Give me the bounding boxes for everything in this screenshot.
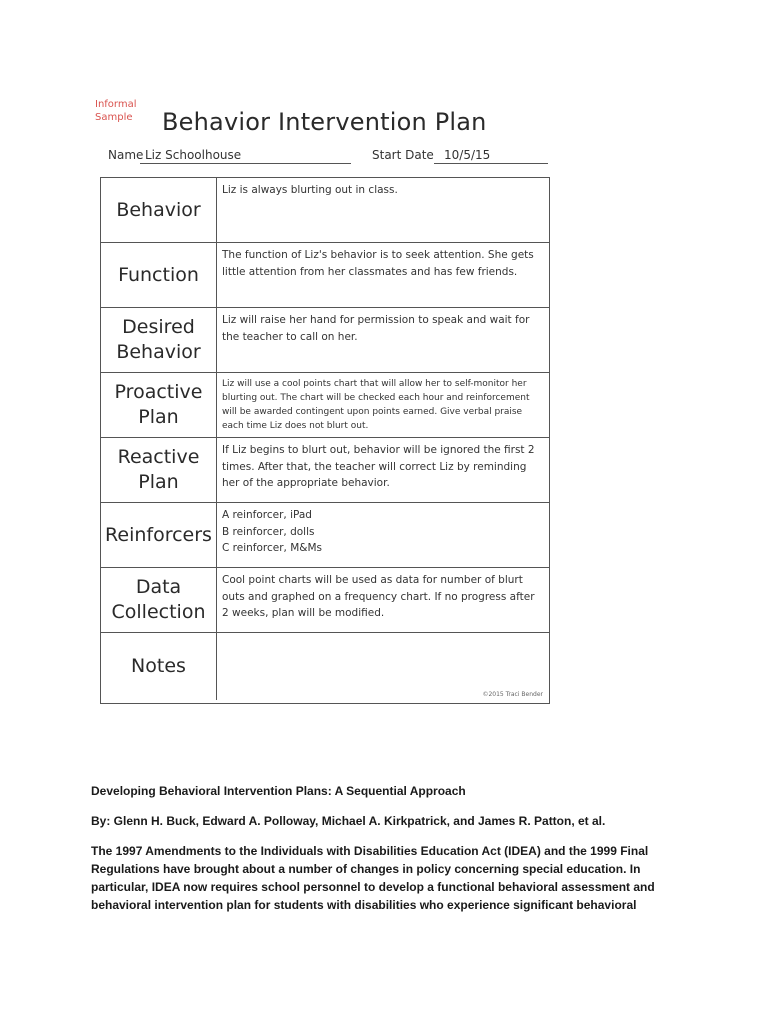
document-text (91, 782, 691, 914)
document-heading: Developing Behavioral Intervention Plans: A Sequential Approach (91, 784, 466, 798)
row-content-function: The function of Liz's behavior is to seek attention. She gets little attention from her classmates and has few friends. (222, 249, 534, 278)
table-row (101, 373, 549, 438)
start-date-value: 10/5/15 (434, 148, 548, 164)
start-date-label: Start Date (372, 148, 434, 162)
table-row (101, 503, 549, 568)
informal-sample-label (95, 98, 155, 124)
name-value: Liz Schoolhouse (140, 148, 351, 164)
name-label: Name (108, 148, 144, 162)
document-paragraph: The 1997 Amendments to the Individuals with Disabilities Education Act (IDEA) and the 1999 Final Regulations have brought about a number of changes in policy concerning special education. In particular, IDEA now requires school personnel to develop a functional behavioral assessment and behavioral intervention plan for students with disabilities who experience significant behavioral (91, 844, 655, 912)
row-label-proactive-plan: Proactive Plan (101, 373, 217, 437)
row-content-data-collection: Cool point charts will be used as data for number of blurt outs and graphed on a frequency chart. If no progress after 2 weeks, plan will be modified. (222, 574, 535, 619)
row-content-proactive-plan: Liz will use a cool points chart that will allow her to self-monitor her blurting out. The chart will be checked each hour and reinforcement will be awarded contingent upon points earned. Give verbal praise each time Liz does not blurt out. (222, 379, 530, 431)
row-content-behavior: Liz is always blurting out in class. (222, 184, 398, 196)
row-label-notes: Notes (101, 633, 217, 700)
document-authors: By: Glenn H. Buck, Edward A. Polloway, Michael A. Kirkpatrick, and James R. Patton, et al. (91, 814, 606, 828)
row-label-reactive-plan: Reactive Plan (101, 438, 217, 502)
name-date-line (108, 148, 548, 166)
table-row (101, 243, 549, 308)
table-row (101, 308, 549, 373)
table-row (101, 438, 549, 503)
behavior-plan-table (100, 177, 550, 704)
row-content-reactive-plan: If Liz begins to blurt out, behavior will be ignored the first 2 times. After that, the teacher will correct Liz by reminding her of the appropriate behavior. (222, 444, 535, 489)
row-label-reinforcers: Reinforcers (101, 503, 217, 567)
table-row (101, 633, 549, 700)
table-row (101, 568, 549, 633)
row-label-behavior: Behavior (101, 178, 217, 242)
row-label-desired-behavior: Desired Behavior (101, 308, 217, 372)
informal-label-line1: Informal (95, 99, 137, 110)
row-label-function: Function (101, 243, 217, 307)
table-row (101, 178, 549, 243)
copyright-notice: ©2015 Traci Bender (482, 691, 543, 698)
row-content-desired-behavior: Liz will raise her hand for permission to speak and wait for the teacher to call on her. (222, 314, 530, 343)
worksheet-title: Behavior Intervention Plan (162, 108, 487, 136)
row-content-reinforcers: A reinforcer, iPad B reinforcer, dolls C reinforcer, M&Ms (222, 509, 322, 554)
row-label-data-collection: Data Collection (101, 568, 217, 632)
informal-label-line2: Sample (95, 112, 133, 123)
